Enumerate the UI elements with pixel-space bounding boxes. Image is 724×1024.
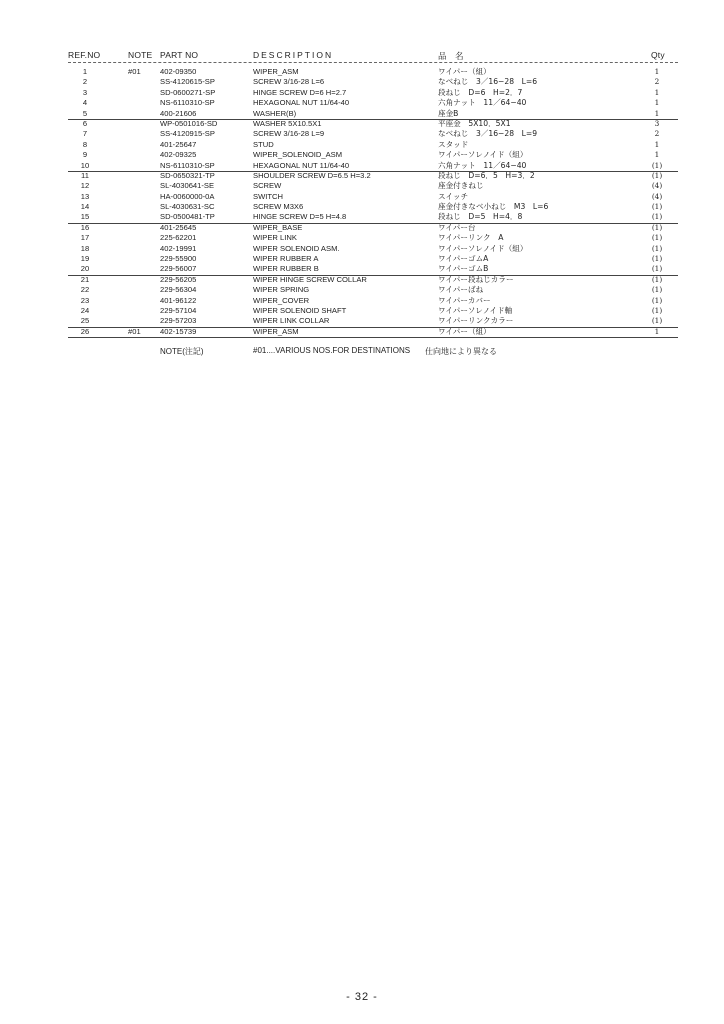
part-no-cell: HA-0060000-0A [160,191,215,201]
jp-name-cell: ワイパーリンクカラー [438,316,514,326]
jp-name-cell: 段ねじ D=6．5 H=3．2 [438,170,535,180]
ref-cell: 25 [80,316,90,326]
table-row [0,98,724,108]
ref-cell: 10 [80,160,90,170]
jp-name-cell: 段ねじ D=6 H=2．7 [438,87,523,97]
jp-name-cell: ワイパーソレノイド軸 [438,305,513,315]
ref-cell: 3 [82,87,88,97]
description-cell: WASHER(B) [253,108,297,118]
ref-cell: 6 [82,118,88,128]
table-row [0,275,724,285]
qty-cell: (1) [651,274,663,284]
jp-name-cell: ワイパーゴムB [438,264,489,274]
description-cell: SCREW 3/16-28 L=6 [253,77,325,87]
jp-name-cell: ワイパーソレノイド（組） [438,150,528,160]
jp-name-cell: スイッチ [438,191,469,201]
part-no-cell: 225-62201 [160,233,197,243]
header-note: NOTE [128,50,153,60]
qty-cell: 2 [654,77,660,87]
ref-cell: 7 [82,129,88,139]
description-cell: WIPER SPRING [253,285,310,295]
ref-cell: 9 [82,150,88,160]
description-cell: WIPER_COVER [253,295,310,305]
qty-cell: (1) [651,222,663,232]
description-cell: STUD [253,139,274,149]
description-cell: WASHER 5X10.5X1 [253,118,322,128]
table-row [0,254,724,264]
part-no-cell: 400-21606 [160,108,197,118]
ref-cell: 19 [80,254,90,264]
qty-cell: (1) [651,170,663,180]
table-row [0,119,724,129]
jp-name-cell: ワイパーカバー [438,295,491,305]
group-divider [68,327,678,328]
qty-cell: (1) [651,160,663,170]
table-bottom-rule [68,337,678,338]
ref-cell: 26 [80,326,90,336]
part-no-cell: SS-4120615-SP [160,77,215,87]
part-no-cell: 229-57203 [160,316,197,326]
description-cell: SCREW 3/16-28 L=9 [253,129,325,139]
table-row [0,77,724,87]
table-row [0,264,724,274]
qty-cell: (1) [651,264,663,274]
ref-cell: 23 [80,295,90,305]
jp-name-cell: 段ねじ D=5 H=4．8 [438,212,523,222]
qty-cell: 2 [654,129,660,139]
part-no-cell: 401-25647 [160,139,197,149]
ref-cell: 22 [80,285,90,295]
description-cell: SHOULDER SCREW D=6.5 H=3.2 [253,170,371,180]
part-no-cell: 401-96122 [160,295,197,305]
jp-name-cell: ワイパー（組） [438,326,491,336]
qty-cell: 1 [654,326,660,336]
qty-cell: (1) [651,243,663,253]
note-cell: #01 [128,67,141,76]
part-no-cell: SL-4030631-SC [160,202,215,212]
jp-name-cell: ワイパーソレノイド（組） [438,243,528,253]
jp-name-cell: 座金付きねじ [438,181,484,191]
header-qty: Qty [651,50,665,60]
qty-cell: (1) [651,316,663,326]
part-no-cell: SL-4030641-SE [160,181,215,191]
part-no-cell: 229-56304 [160,285,197,295]
qty-cell: (1) [651,212,663,222]
description-cell: HEXAGONAL NUT 11/64-40 [253,98,350,108]
qty-cell: (4) [651,191,663,201]
ref-cell: 1 [82,67,88,76]
qty-cell: (4) [651,181,663,191]
table-row [0,212,724,222]
table-row [0,129,724,139]
ref-cell: 16 [80,222,90,232]
part-no-cell: 229-56007 [160,264,197,274]
qty-cell: 1 [654,98,660,108]
table-row [0,285,724,295]
table-row [0,109,724,119]
group-divider [68,223,678,224]
description-cell: WIPER RUBBER A [253,254,319,264]
part-no-cell: SS-4120915-SP [160,129,215,139]
table-row [0,233,724,243]
part-no-cell: 402-09325 [160,150,197,160]
part-no-cell: SD-0500481-TP [160,212,215,222]
qty-cell: (1) [651,254,663,264]
description-cell: WIPER_ASM [253,326,299,336]
jp-name-cell: 平座金 5X10．5X1 [438,118,511,128]
description-cell: WIPER RUBBER B [253,264,319,274]
qty-cell: (1) [651,305,663,315]
table-row [0,181,724,191]
table-row [0,150,724,160]
footnote-text: #01....VARIOUS NOS.FOR DESTINATIONS [253,346,411,355]
description-cell: SCREW M3X6 [253,202,304,212]
jp-name-cell: 六角ナット 11／64−40 [438,98,527,108]
description-cell: HINGE SCREW D=6 H=2.7 [253,87,347,97]
qty-cell: 1 [654,87,660,97]
description-cell: WIPER_ASM [253,67,299,76]
description-cell: WIPER LINK COLLAR [253,316,330,326]
part-no-cell: 402-19991 [160,243,197,253]
ref-cell: 21 [80,274,90,284]
part-no-cell: WP-0501016-SD [160,118,218,128]
ref-cell: 4 [82,98,88,108]
table-row [0,306,724,316]
qty-cell: (1) [651,233,663,243]
description-cell: WIPER LINK [253,233,297,243]
description-cell: HINGE SCREW D=5 H=4.8 [253,212,347,222]
group-divider [68,275,678,276]
note-cell: #01 [128,326,141,336]
jp-name-cell: ワイパーばね [438,285,484,295]
qty-cell: 1 [654,67,660,76]
header-description: DESCRIPTION [253,50,334,60]
jp-name-cell: ワイパー（組） [438,67,491,76]
header-divider [68,62,678,63]
table-row [0,327,724,337]
header-part-no: PART NO [160,50,199,60]
qty-cell: (1) [651,285,663,295]
qty-cell: 1 [654,150,660,160]
ref-cell: 24 [80,305,90,315]
jp-name-cell: 座金付きなべ小ねじ M3 L=6 [438,202,549,212]
qty-cell: (1) [651,295,663,305]
jp-name-cell: ワイパーリンク A [438,233,504,243]
group-divider [68,171,678,172]
part-no-cell: SD-0650321-TP [160,170,215,180]
table-row [0,244,724,254]
part-no-cell: 401-25645 [160,222,197,232]
table-row [0,161,724,171]
jp-name-cell: なべねじ 3／16−28 L=9 [438,129,538,139]
ref-cell: 11 [81,170,89,180]
jp-name-cell: ワイパー段ねじカラー [438,274,514,284]
parts-table [0,67,724,338]
part-no-cell: 229-57104 [160,305,197,315]
ref-cell: 13 [80,191,90,201]
table-row [0,296,724,306]
description-cell: WIPER SOLENOID ASM. [253,243,340,253]
table-row [0,67,724,77]
jp-name-cell: なべねじ 3／16−28 L=6 [438,77,538,87]
jp-name-cell: 座金B [438,108,459,118]
header-ref-no: REF.NO [68,50,101,60]
part-no-cell: 402-09350 [160,67,197,76]
ref-cell: 18 [80,243,90,253]
page-number: - 32 - [346,991,378,1003]
ref-cell: 15 [80,212,90,222]
table-row [0,202,724,212]
part-no-cell: NS-6110310-SP [160,98,215,108]
part-no-cell: NS-6110310-SP [160,160,215,170]
description-cell: WIPER_SOLENOID_ASM [253,150,343,160]
description-cell: WIPER_BASE [253,222,303,232]
qty-cell: (1) [651,202,663,212]
qty-cell: 1 [654,139,660,149]
table-row [0,223,724,233]
jp-name-cell: ワイパー台 [438,222,476,232]
ref-cell: 17 [80,233,90,243]
part-no-cell: 229-56205 [160,274,197,284]
table-row [0,140,724,150]
description-cell: WIPER HINGE SCREW COLLAR [253,274,367,284]
ref-cell: 5 [82,108,88,118]
ref-cell: 8 [82,139,88,149]
part-no-cell: 229-55900 [160,254,197,264]
part-no-cell: SD-0600271-SP [160,87,216,97]
ref-cell: 2 [82,77,88,87]
footnote-label: NOTE(注記) [160,347,204,356]
jp-name-cell: ワイパーゴムA [438,254,489,264]
footnote-jp: 仕向地により異なる [425,347,497,356]
description-cell: WIPER SOLENOID SHAFT [253,305,347,315]
table-row [0,88,724,98]
ref-cell: 12 [80,181,90,191]
ref-cell: 20 [80,264,90,274]
description-cell: SCREW [253,181,282,191]
ref-cell: 14 [80,202,90,212]
jp-name-cell: スタッド [438,139,469,149]
header-jp-name: 品 名 [438,52,464,62]
group-divider [68,119,678,120]
table-row [0,171,724,181]
qty-cell: 1 [654,108,660,118]
description-cell: HEXAGONAL NUT 11/64-40 [253,160,350,170]
table-row [0,192,724,202]
qty-cell: 3 [654,118,660,128]
description-cell: SWITCH [253,191,283,201]
jp-name-cell: 六角ナット 11／64−40 [438,160,527,170]
part-no-cell: 402-15739 [160,326,197,336]
table-row [0,316,724,326]
